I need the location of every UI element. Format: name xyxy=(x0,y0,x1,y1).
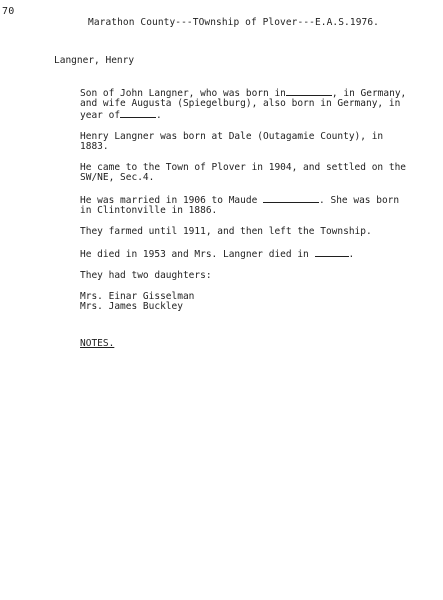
list-item: Mrs. James Buckley xyxy=(80,301,183,312)
paragraph-death: He died in 1953 and Mrs. Langner died in . xyxy=(80,249,355,260)
blank-line xyxy=(286,87,332,96)
document-body xyxy=(80,87,410,349)
page-number: 70 xyxy=(2,6,15,17)
paragraph-birth: Henry Langner was born at Dale (Outagamie County), in 1883. xyxy=(80,131,389,152)
paragraph-marriage: He was married in 1906 to Maude . She was born in Clintonville in 1886. xyxy=(80,195,400,216)
subject-name: Langner, Henry xyxy=(54,55,135,66)
paragraph-farming: They farmed until 1911, and then left the Township. xyxy=(80,226,372,237)
notes-heading: NOTES. xyxy=(80,338,115,349)
document-header: Marathon County---TOwnship of Plover---E.A.S.1976. xyxy=(88,17,379,28)
paragraph-settlement: He came to the Town of Plover in 1904, and settled on the SW/NE, Sec.4. xyxy=(80,162,407,183)
paragraph-parentage: Son of John Langner, who was born in , in Germany, and wife Augusta (Spiegelburg), also born in Germany, in year of . xyxy=(80,88,407,121)
list-item: Mrs. Einar Gisselman xyxy=(80,291,195,302)
paragraph-daughters-intro: They had two daughters: xyxy=(80,270,212,281)
blank-line xyxy=(263,194,319,203)
daughters-list xyxy=(80,292,410,312)
blank-line xyxy=(120,109,156,118)
blank-line xyxy=(315,248,349,257)
